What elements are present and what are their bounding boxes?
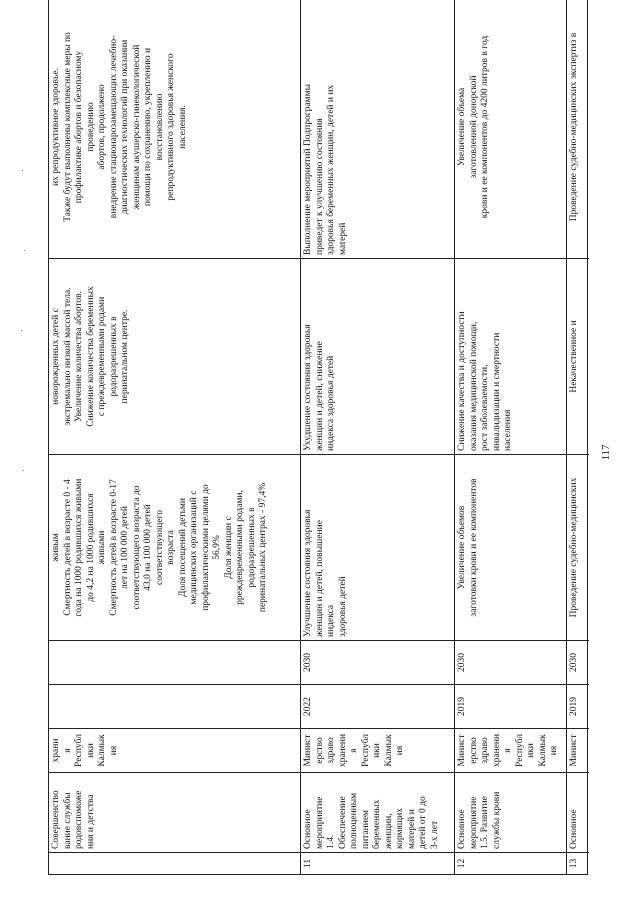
relation-to-indicators: их репродуктивное здоровье. Также будут выполнены комплексные меры по профилактике абортов и безопасному проведению абортов, продолжено внедрение стационарозамещающих лечебно- диагностических технологий при оказании женщинам акушерско-гинекологической помощи по сохранению, укреплению и восстановлению репродуктивного здоровья женского населения. xyxy=(51,32,188,222)
scan-speck xyxy=(24,250,25,251)
program-table xyxy=(48,0,588,875)
row-number xyxy=(49,852,300,874)
end-year: 2030 xyxy=(301,640,454,684)
row-number: 13 xyxy=(567,852,589,874)
table-row xyxy=(301,0,455,874)
table-row xyxy=(455,0,567,874)
executor: храни я Республ ики Калмык ия xyxy=(49,728,300,772)
relation-to-indicators: Увеличение объема заготовленной донорской крови и ее компонентов до 4200 литров в год xyxy=(457,35,490,219)
scan-speck xyxy=(22,170,23,171)
table-row xyxy=(49,0,301,874)
start-year: 2019 xyxy=(567,684,589,728)
start-year: 2022 xyxy=(301,684,454,728)
scan-speck xyxy=(23,470,24,471)
non-implementation-consequence: Ухудшение состояния здоровья женщин и детей, снижение индекса здоровья детей xyxy=(301,258,454,454)
measure-name: Основное xyxy=(567,772,589,852)
executor: Минист ерство здраво хранени я Республ ики Калмык ия xyxy=(301,728,454,772)
scan-speck xyxy=(21,330,22,331)
non-implementation-consequence: Некачественное и xyxy=(567,258,589,454)
expected-result: Улучшение состояния здоровья женщин и детей, повышение индекса здоровья детей xyxy=(301,454,454,640)
row-number: 11 xyxy=(301,852,454,874)
expected-result: Проведение судебно-медицинских xyxy=(567,454,589,640)
start-year xyxy=(49,684,300,728)
executor: Минист ерство здраво хранени я Республ ики Калмык ия xyxy=(455,728,566,772)
end-year: 2030 xyxy=(455,640,566,684)
relation-to-indicators: Выполнение мероприятий Подпрограммы приведет к улучшению состояния здоровья беременных женщин, детей и их матерей xyxy=(303,84,348,255)
measure-name: Основное мероприятие 1.4. Обеспечение полноценным питанием беременных женщин, кормящих матерей и детей от 0 до 3-х лет xyxy=(301,772,454,852)
end-year: 2030 xyxy=(567,640,589,684)
executor: Минист xyxy=(567,728,589,772)
end-year xyxy=(49,640,300,684)
row-number: 12 xyxy=(455,852,566,874)
page-number: 117 xyxy=(600,444,612,461)
relation-to-indicators: Проведение судебно-медицинских экспертиз в xyxy=(569,32,579,222)
non-implementation-consequence: Снижение качества и доступности оказания медицинской помощи, рост заболеваемости, инвалидизации и смертности населения xyxy=(455,258,566,454)
table-row xyxy=(567,0,589,874)
measure-name: Основное мероприятие 1.5. Развитие службы крови xyxy=(455,772,566,852)
expected-result: живым Смертность детей в возрасте 0 - 4 года на 1000 родившихся живыми до 4,2 на 1000 родившихся живыми Смертность детей в возрасте 0-17 лет на 100 000 детей соответствующего возраста до 43,0 на 100 000 детей соответствующего возраста Доля посещений детьми медицинских организаций с профилактическими целями до 56,9% Доля женщин с pреждевременными родами, родоразрешенных в перинатальных центрах - 97,4% xyxy=(49,454,300,640)
non-implementation-consequence: новорожденных детей с экстремально низкой массой тела. Увеличение количества абортов. Снижение количества беременных с преждевременными родами родоразрешенных в перинатальном центре. xyxy=(49,258,300,454)
measure-name: Совершенство вание службы родовспоможе ния и детства xyxy=(49,772,300,852)
start-year: 2019 xyxy=(455,684,566,728)
expected-result: Увеличение объемов заготовки крови и ее компонентов xyxy=(455,454,566,640)
